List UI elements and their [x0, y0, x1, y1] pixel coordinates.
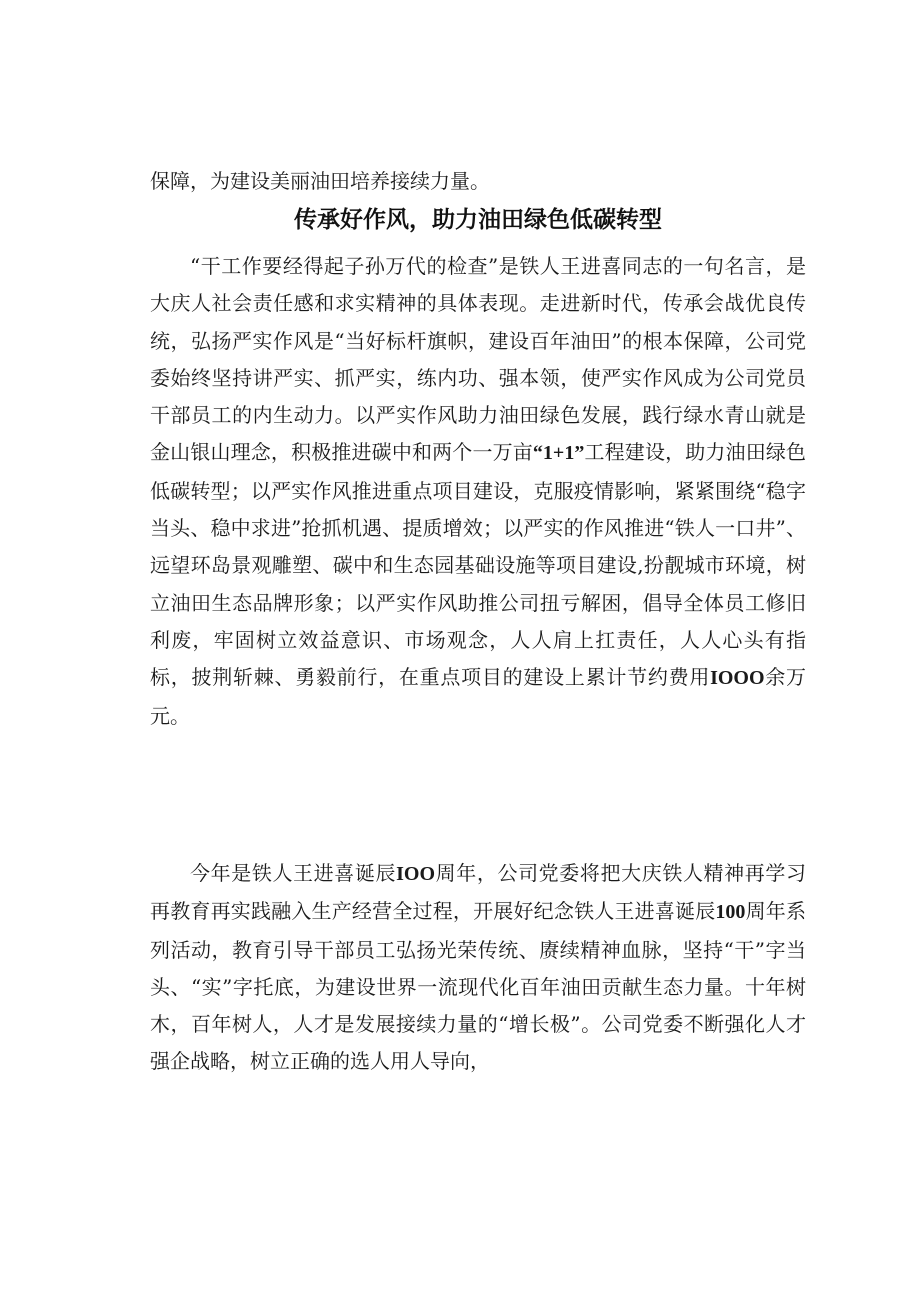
- paragraph-2-text-a: 今年是铁人王进喜诞辰: [190, 861, 397, 885]
- paragraph-1-text-a: “干工作要经得起子孙万代的检查”是铁人王进喜同志的一句名言，是大庆人社会责任感和求实精神的具体表现。走进新时代，传承会战优良传统，弘扬严实作风是“当好标杆旗帜，建设百年油田”的根本保障，公司党委始终坚持讲严实、抓严实，练内功、强本领，使严实作风成为公司党员干部员工的内生动力。以严实作风助力油田绿色发展，践行绿水青山就是金山银山理念，积极推进碳中和两个一万亩: [150, 254, 806, 465]
- paragraph-2-number-a: IOO: [396, 863, 436, 885]
- paragraph-1: [150, 248, 806, 735]
- paragraph-1-number-b: IOOO: [710, 667, 765, 690]
- paragraph-2-text-b: 周年，公司党委将把大庆铁人精神再学习再教育再实践融入生产经营全过程，开展好纪念铁人王进喜诞辰: [150, 861, 807, 924]
- paragraph-1-number-a: “1+1”: [532, 442, 585, 465]
- paragraph-2: [150, 855, 806, 1081]
- paragraph-1-text-c: 余万元。: [150, 665, 807, 728]
- paragraph-2-number-b: 100: [715, 901, 746, 924]
- paragraph-2-text-c: 周年系列活动，教育引导干部员工弘扬光荣传统、赓续精神血脉，坚持“干”字当头、“实”字托底，为建设世界一流现代化百年油田贡献生态力量。十年树木，百年树人，人才是发展接续力量的“增长极”。公司党委不断强化人才强企战略，树立正确的选人用人导向，: [150, 899, 807, 1074]
- paragraph-1-text-b: 工程建设，助力油田绿色低碳转型；以严实作风推进重点项目建设，克服疫情影响，紧紧围绕“稳字当头、稳中求进”抢抓机遇、提质增效；以严实的作风推进“铁人一口井”、远望环岛景观雕塑、碳中和生态园基础设施等项目建设,扮靓城市环境，树立油田生态品牌形象；以严实作风助推公司扭亏解困，倡导全体员工修旧利废，牢固树立效益意识、市场观念，人人肩上扛责任，人人心头有指标，披荆斩棘、勇毅前行，在重点项目的建设上累计节约费用: [150, 440, 807, 690]
- continued-text-line: 保障，为建设美丽油田培养接续力量。: [150, 169, 490, 193]
- section-title: 传承好作风，助力油田绿色低碳转型: [294, 207, 662, 233]
